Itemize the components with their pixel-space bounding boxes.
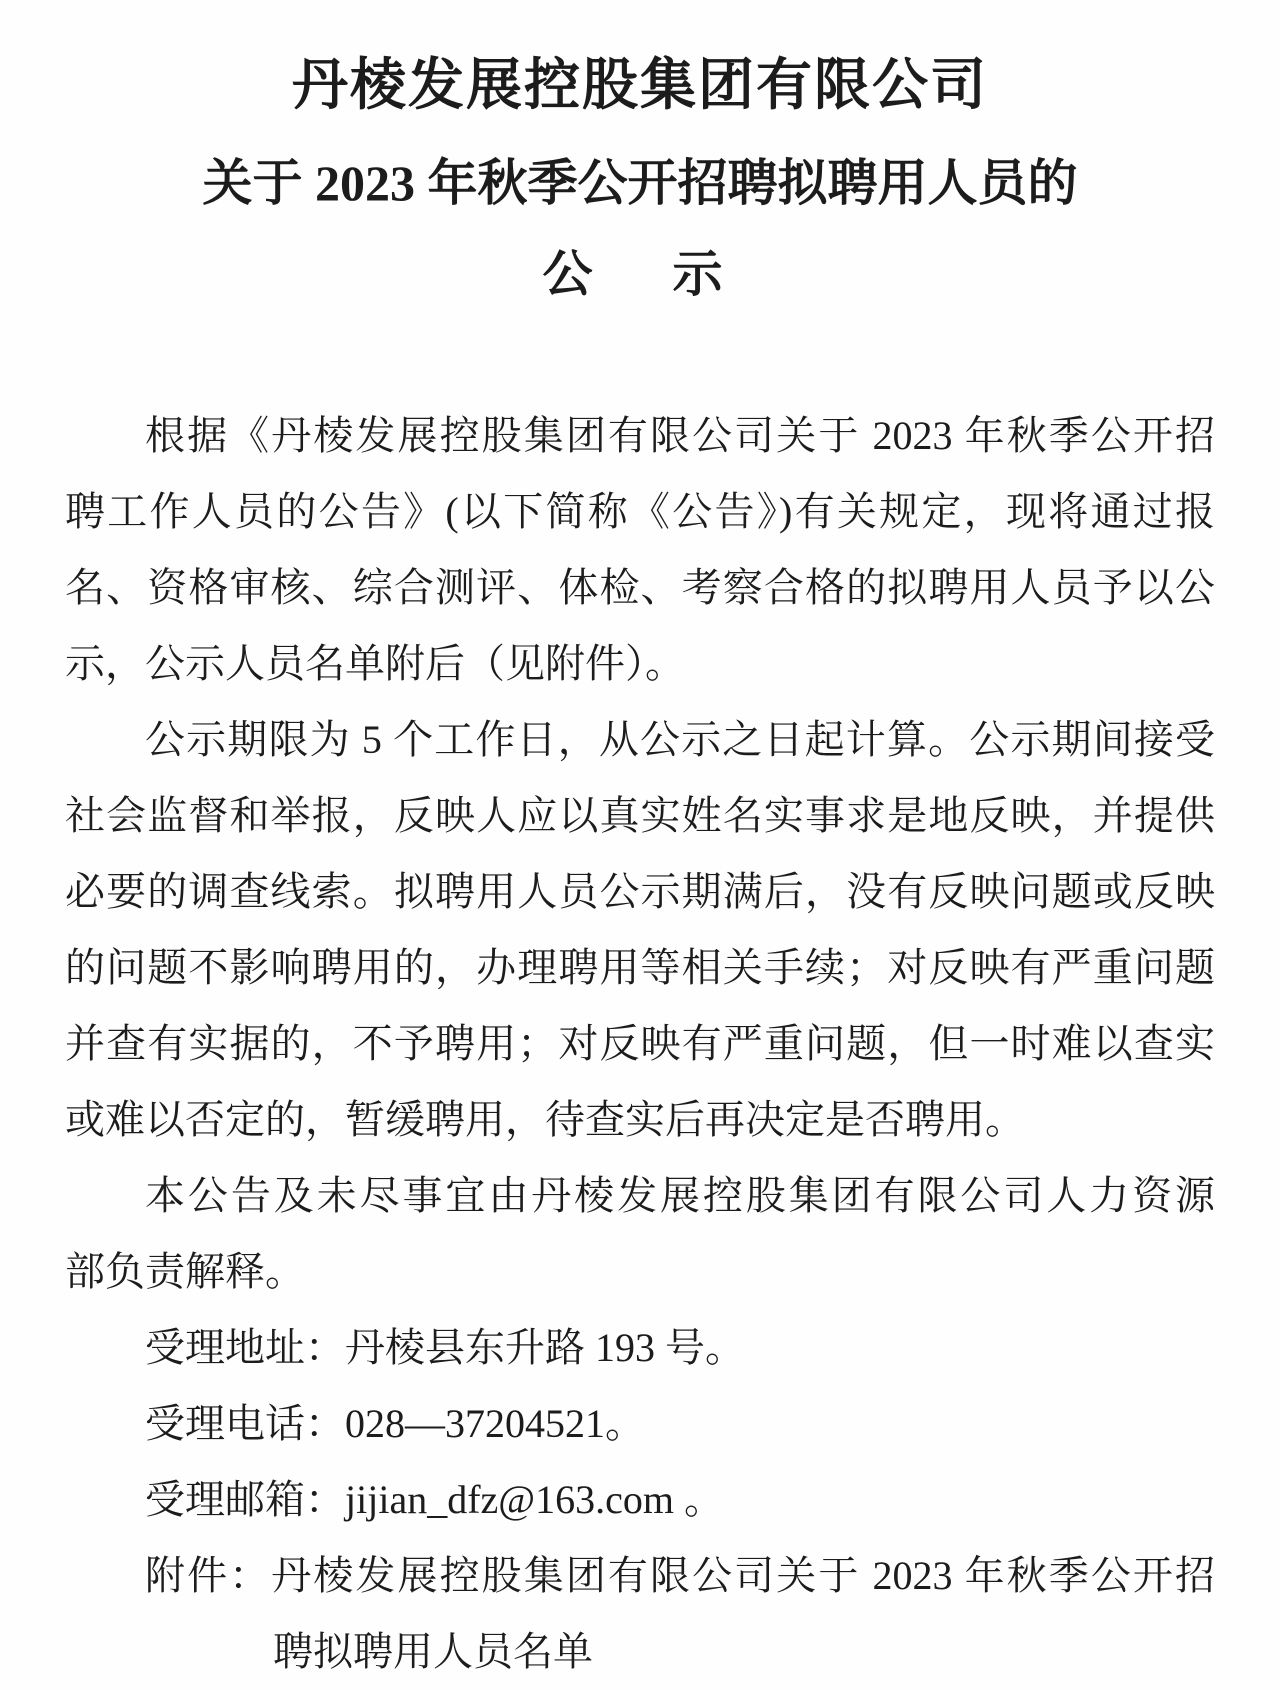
body-line: 本公告及未尽事宜由丹棱发展控股集团有限公司人力资源 (145, 1172, 1215, 1218)
body-line: 受理地址：丹棱县东升路 193 号。 (145, 1324, 745, 1370)
page-subtitle: 关于 2023 年秋季公开招聘拟聘用人员的 (202, 154, 1078, 211)
body-line: 公示期限为 5 个工作日，从公示之日起计算。公示期间接受 (145, 716, 1215, 762)
body-line: 或难以否定的，暂缓聘用，待查实后再决定是否聘用。 (65, 1096, 1025, 1142)
body-line: 聘工作人员的公告》(以下简称《公告》)有关规定，现将通过报 (65, 488, 1215, 534)
body-line: 根据《丹棱发展控股集团有限公司关于 2023 年秋季公开招 (145, 412, 1215, 458)
body-line: 必要的调查线索。拟聘用人员公示期满后，没有反映问题或反映 (65, 868, 1215, 914)
notice-heading: 公 示 (542, 245, 738, 302)
body-line: 的问题不影响聘用的，办理聘用等相关手续；对反映有严重问题 (65, 944, 1215, 990)
body-line: 聘拟聘用人员名单 (273, 1628, 593, 1674)
body-line: 名、资格审核、综合测评、体检、考察合格的拟聘用人员予以公 (65, 564, 1215, 610)
body-line: 社会监督和举报，反映人应以真实姓名实事求是地反映，并提供 (65, 792, 1215, 838)
body-line: 受理邮箱：jijian_dfz@163.com 。 (145, 1476, 724, 1522)
document-body (65, 398, 1215, 1690)
body-line: 附件：丹棱发展控股集团有限公司关于 2023 年秋季公开招 (145, 1552, 1215, 1598)
body-line: 并查有实据的，不予聘用；对反映有严重问题，但一时难以查实 (65, 1020, 1215, 1066)
page-title: 丹棱发展控股集团有限公司 (292, 55, 988, 117)
body-line: 受理电话：028—37204521。 (145, 1400, 645, 1446)
body-line: 部负责解释。 (65, 1248, 305, 1294)
body-line: 示，公示人员名单附后（见附件）。 (65, 640, 685, 686)
